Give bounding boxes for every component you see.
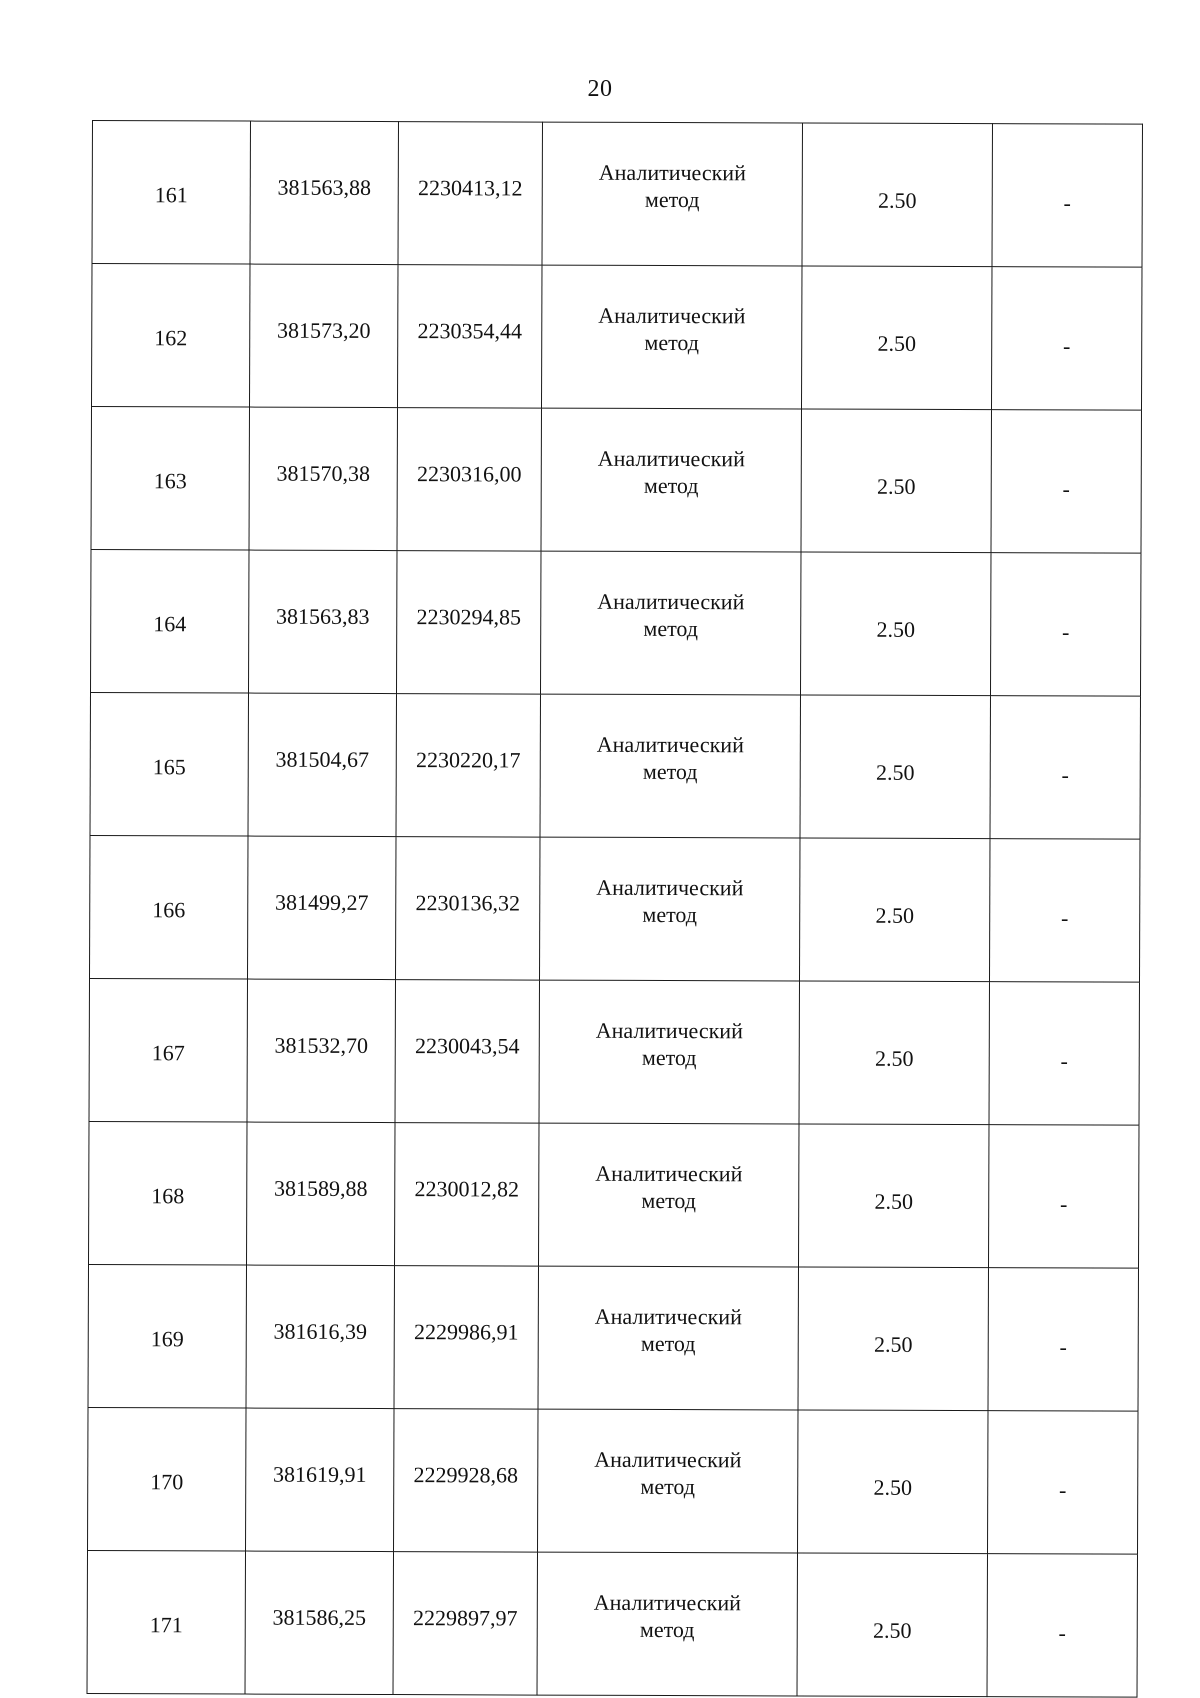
point-number-cell: 166 [90,835,248,979]
x-coordinate-cell: 381499,27 [248,836,396,980]
x-coordinate-cell: 381532,70 [247,979,395,1123]
coordinates-table-wrapper [87,120,1142,1698]
method-line-1: Аналитический [596,874,744,900]
method-line-1: Аналитический [598,159,746,185]
accuracy-cell: 2.50 [799,1124,989,1268]
note-cell: - [989,982,1139,1126]
method-line-1: Аналитический [593,1589,741,1615]
method-line-2: метод [641,1044,697,1071]
y-coordinate-cell: 2229986,91 [394,1266,538,1410]
note-cell: - [987,1554,1137,1698]
note-cell: - [988,1268,1138,1412]
note-cell: - [990,696,1140,840]
method-line-1: Аналитический [596,731,744,757]
x-coordinate-cell: 381563,83 [249,550,397,694]
note-cell: - [992,124,1142,268]
table-row [91,549,1141,696]
method-line-1: Аналитический [595,1160,743,1186]
y-coordinate-cell: 2230043,54 [395,980,539,1124]
x-coordinate-cell: 381573,20 [249,264,397,408]
method-cell [541,408,801,552]
method-line-2: метод [642,901,698,928]
method-line-1: Аналитический [598,302,746,328]
table-row [92,121,1142,268]
accuracy-cell: 2.50 [798,1267,988,1411]
method-line-2: метод [641,1187,697,1214]
accuracy-cell: 2.50 [799,838,989,982]
point-number-cell: 168 [89,1121,247,1265]
accuracy-cell: 2.50 [798,1410,988,1554]
y-coordinate-cell: 2230220,17 [396,694,540,838]
coordinates-table [87,120,1143,1698]
point-number-cell: 162 [91,264,249,408]
method-line-1: Аналитический [597,588,745,614]
point-number-cell: 164 [91,549,249,693]
x-coordinate-cell: 381589,88 [247,1122,395,1266]
method-line-2: метод [643,615,699,642]
y-coordinate-cell: 2230012,82 [395,1123,539,1267]
table-row [89,978,1139,1125]
method-line-1: Аналитический [597,445,745,471]
method-line-2: метод [644,329,700,356]
table-row [90,835,1140,982]
method-cell [538,1409,798,1553]
accuracy-cell: 2.50 [801,409,991,553]
table-row [87,1550,1137,1697]
method-line-2: метод [640,1473,696,1500]
note-cell: - [988,1411,1138,1555]
accuracy-cell: 2.50 [801,266,991,410]
method-cell [538,1266,798,1410]
x-coordinate-cell: 381616,39 [246,1265,394,1409]
point-number-cell: 169 [88,1264,246,1408]
accuracy-cell: 2.50 [800,552,990,696]
table-row [88,1407,1138,1554]
table-row [89,1121,1139,1268]
method-line-1: Аналитический [594,1446,742,1472]
x-coordinate-cell: 381619,91 [246,1408,394,1552]
point-number-cell: 170 [88,1407,246,1551]
y-coordinate-cell: 2230354,44 [397,265,541,409]
method-cell [540,551,800,695]
method-cell [539,1123,799,1267]
method-cell [540,694,800,838]
table-row [88,1264,1138,1411]
method-line-2: метод [639,1616,695,1643]
point-number-cell: 167 [89,978,247,1122]
y-coordinate-cell: 2230136,32 [396,837,540,981]
method-cell [542,122,802,266]
method-cell [539,980,799,1124]
note-cell: - [990,553,1140,697]
note-cell: - [989,839,1139,983]
method-line-1: Аналитический [595,1017,743,1043]
table-row [91,264,1141,411]
y-coordinate-cell: 2230316,00 [397,408,541,552]
y-coordinate-cell: 2229928,68 [394,1409,538,1553]
point-number-cell: 161 [92,121,250,265]
table-row [91,407,1141,554]
point-number-cell: 165 [90,692,248,836]
method-cell [540,837,800,981]
note-cell: - [991,267,1141,411]
method-line-2: метод [643,472,699,499]
x-coordinate-cell: 381504,67 [248,693,396,837]
method-line-2: метод [644,186,700,213]
method-line-2: метод [640,1330,696,1357]
method-line-2: метод [642,758,698,785]
page-number: 20 [587,76,613,102]
method-cell [537,1552,797,1696]
x-coordinate-cell: 381563,88 [250,121,398,265]
point-number-cell: 163 [91,407,249,551]
table-row [90,692,1140,839]
note-cell: - [988,1125,1138,1269]
accuracy-cell: 2.50 [802,123,992,267]
y-coordinate-cell: 2230413,12 [398,122,542,266]
y-coordinate-cell: 2229897,97 [393,1552,537,1696]
method-line-1: Аналитический [594,1303,742,1329]
method-cell [541,265,801,409]
table-body [87,121,1142,1698]
note-cell: - [991,410,1141,554]
accuracy-cell: 2.50 [800,695,990,839]
accuracy-cell: 2.50 [799,981,989,1125]
x-coordinate-cell: 381570,38 [249,407,397,551]
accuracy-cell: 2.50 [797,1553,987,1697]
point-number-cell: 171 [87,1550,245,1694]
y-coordinate-cell: 2230294,85 [396,551,540,695]
x-coordinate-cell: 381586,25 [245,1551,393,1695]
